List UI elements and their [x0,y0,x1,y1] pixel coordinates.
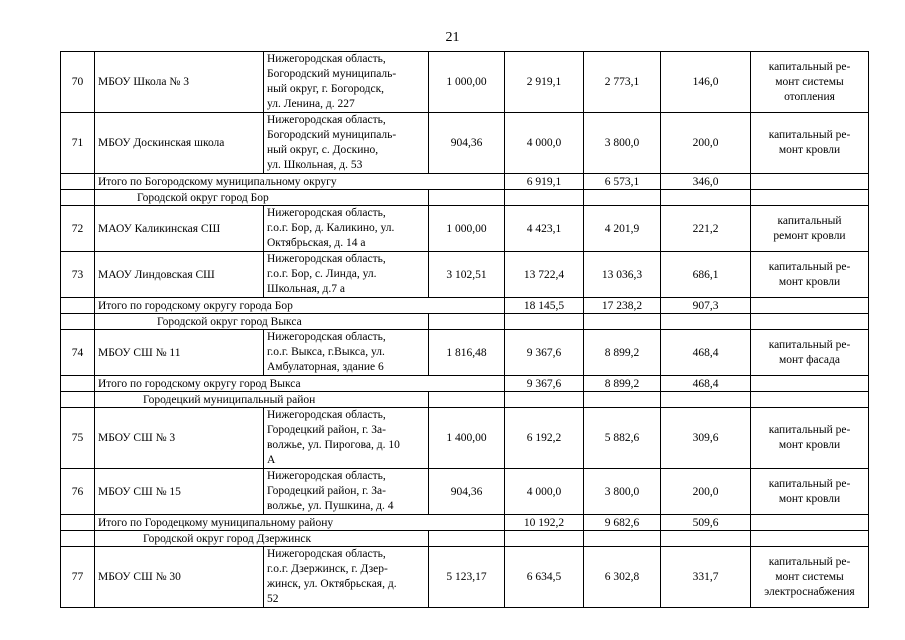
school-name: МАОУ Линдовская СШ [95,252,264,298]
text-line: капитальный ре- [768,477,851,490]
text-line: ул. Школьная, д. 53 [267,159,363,171]
table-body [61,52,869,608]
subtotal-spacer [61,515,95,531]
text-line: г.о.г. Дзержинск, г. Дзер- [267,563,388,575]
row-number: 70 [61,52,95,113]
group-empty [661,190,751,206]
group-header-row [61,314,869,330]
local-funds: 468,4 [661,330,751,376]
subtotal-empty [751,376,869,392]
text-line: волжье, ул. Пирогова, д. 10 [267,439,400,451]
total-cost: 13 722,4 [505,252,584,298]
regional-funds: 4 201,9 [584,206,661,252]
group-empty [751,190,869,206]
regional-funds: 13 036,3 [584,252,661,298]
group-empty [751,531,869,547]
subtotal-empty [751,174,869,190]
text-line: монт системы [775,570,844,583]
text-line: Нижегородская область, [267,409,386,421]
group-label: Городской округ город Бор [95,190,429,206]
text-line: Школьная, д.7 а [267,283,345,295]
text-line: Нижегородская область, [267,253,386,265]
school-address [264,469,429,515]
subtotal-spacer [61,298,95,314]
group-spacer [61,531,95,547]
text-line: ул. Ленина, д. 227 [267,98,355,110]
group-label: Городецкий муниципальный район [95,392,429,408]
table-row [61,252,869,298]
group-header-row [61,190,869,206]
text-line: волжье, ул. Пушкина, д. 4 [267,500,394,512]
text-line: Нижегородская область, [267,114,386,126]
table-row [61,206,869,252]
text-line: капитальный ре- [768,260,851,273]
area-value: 904,36 [429,113,505,174]
area-value: 3 102,51 [429,252,505,298]
group-empty [429,531,505,547]
local-funds: 221,2 [661,206,751,252]
subtotal-local-funds: 346,0 [661,174,751,190]
text-line: монт кровли [778,275,841,288]
text-line: монт кровли [778,439,841,451]
table-row [61,113,869,174]
school-address [264,547,429,608]
area-value: 5 123,17 [429,547,505,608]
text-line: 52 [267,593,279,605]
group-empty [751,392,869,408]
group-empty [505,190,584,206]
regional-funds: 5 882,6 [584,408,661,469]
total-cost: 9 367,6 [505,330,584,376]
row-number: 71 [61,113,95,174]
table-row [61,408,869,469]
subtotal-label: Итого по городскому округу города Бор [95,298,505,314]
local-funds: 309,6 [661,408,751,469]
group-label: Городской округ город Дзержинск [95,531,429,547]
text-line: Городецкий район, г. За- [267,485,386,497]
group-empty [751,314,869,330]
area-value: 1 400,00 [429,408,505,469]
regional-funds: 6 302,8 [584,547,661,608]
work-type [751,206,869,252]
regional-funds: 2 773,1 [584,52,661,113]
text-line: Нижегородская область, [267,53,386,65]
group-empty [429,190,505,206]
local-funds: 146,0 [661,52,751,113]
text-line: Нижегородская область, [267,548,386,560]
group-header-row [61,392,869,408]
group-empty [661,531,751,547]
row-number: 74 [61,330,95,376]
text-line: Городецкий район, г. За- [267,424,386,436]
work-type [751,408,869,469]
subtotal-regional-funds: 6 573,1 [584,174,661,190]
text-line: капитальный ре- [768,424,851,436]
text-line: Амбулаторная, здание 6 [267,361,384,373]
regional-funds: 3 800,0 [584,469,661,515]
schools-repair-table [60,51,869,608]
work-type [751,547,869,608]
group-empty [505,531,584,547]
school-name: МБОУ Доскинская школа [95,113,264,174]
subtotal-total-cost: 18 145,5 [505,298,584,314]
text-line: Богородский муниципаль- [267,129,397,141]
text-line: электроснабжения [764,585,855,598]
text-line: Нижегородская область, [267,207,386,219]
text-line: монт кровли [778,144,841,156]
area-value: 1 816,48 [429,330,505,376]
row-number: 73 [61,252,95,298]
text-line: жинск, ул. Октябрьская, д. [267,578,397,590]
row-number: 77 [61,547,95,608]
subtotal-label: Итого по городскому округу город Выкса [95,376,505,392]
local-funds: 686,1 [661,252,751,298]
subtotal-spacer [61,376,95,392]
work-type [751,252,869,298]
subtotal-total-cost: 10 192,2 [505,515,584,531]
area-value: 904,36 [429,469,505,515]
text-line: монт кровли [778,492,841,505]
table-row [61,469,869,515]
total-cost: 4 000,0 [505,113,584,174]
table-row [61,330,869,376]
text-line: капитальный ре- [768,555,851,568]
row-number: 75 [61,408,95,469]
page-number: 21 [445,30,460,45]
group-empty [584,392,661,408]
text-line: отопления [784,90,835,103]
group-spacer [61,314,95,330]
subtotal-spacer [61,174,95,190]
subtotal-row [61,174,869,190]
group-empty [584,531,661,547]
text-line: ный округ, г. Богородск, [267,83,385,95]
school-name: МБОУ СШ № 15 [95,469,264,515]
subtotal-row [61,515,869,531]
total-cost: 2 919,1 [505,52,584,113]
total-cost: 6 192,2 [505,408,584,469]
text-line: Нижегородская область, [267,331,386,343]
subtotal-local-funds: 509,6 [661,515,751,531]
subtotal-total-cost: 9 367,6 [505,376,584,392]
work-type [751,469,869,515]
school-address [264,408,429,469]
school-address [264,113,429,174]
group-empty [661,314,751,330]
row-number: 72 [61,206,95,252]
subtotal-local-funds: 907,3 [661,298,751,314]
work-type [751,52,869,113]
text-line: монт системы [775,75,844,88]
subtotal-empty [751,515,869,531]
school-name: МБОУ СШ № 3 [95,408,264,469]
table-row [61,52,869,113]
regional-funds: 3 800,0 [584,113,661,174]
group-empty [584,190,661,206]
subtotal-regional-funds: 8 899,2 [584,376,661,392]
group-empty [429,392,505,408]
text-line: г.о.г. Бор, д. Каликино, ул. [267,222,395,234]
total-cost: 4 000,0 [505,469,584,515]
group-empty [661,392,751,408]
text-line: Нижегородская область, [267,470,386,482]
local-funds: 200,0 [661,113,751,174]
text-line: капитальный ре- [768,129,851,141]
school-name: МАОУ Каликинская СШ [95,206,264,252]
school-name: МБОУ СШ № 30 [95,547,264,608]
text-line: ремонт кровли [773,229,846,242]
group-empty [429,314,505,330]
local-funds: 331,7 [661,547,751,608]
text-line: А [267,454,276,466]
work-type [751,113,869,174]
group-header-row [61,531,869,547]
school-address [264,330,429,376]
text-line: капитальный ре- [768,60,851,73]
subtotal-label: Итого по Богородскому муниципальному округу [95,174,505,190]
text-line: Богородский муниципаль- [267,68,397,80]
group-spacer [61,190,95,206]
school-address [264,252,429,298]
school-name: МБОУ Школа № 3 [95,52,264,113]
total-cost: 6 634,5 [505,547,584,608]
work-type [751,330,869,376]
text-line: г.о.г. Выкса, г.Выкса, ул. [267,346,385,358]
group-label: Городской округ город Выкса [95,314,429,330]
group-spacer [61,392,95,408]
text-line: ный округ, с. Доскино, [267,144,379,156]
group-empty [505,392,584,408]
area-value: 1 000,00 [429,206,505,252]
school-address [264,206,429,252]
subtotal-regional-funds: 17 238,2 [584,298,661,314]
subtotal-local-funds: 468,4 [661,376,751,392]
regional-funds: 8 899,2 [584,330,661,376]
table-row [61,547,869,608]
subtotal-row [61,298,869,314]
school-name: МБОУ СШ № 11 [95,330,264,376]
total-cost: 4 423,1 [505,206,584,252]
local-funds: 200,0 [661,469,751,515]
text-line: капитальный [777,214,842,227]
text-line: Октябрьская, д. 14 а [267,237,366,249]
text-line: монт фасада [779,353,840,366]
subtotal-label: Итого по Городецкому муниципальному району [95,515,505,531]
text-line: капитальный ре- [768,338,851,351]
subtotal-regional-funds: 9 682,6 [584,515,661,531]
area-value: 1 000,00 [429,52,505,113]
group-empty [584,314,661,330]
subtotal-row [61,376,869,392]
subtotal-total-cost: 6 919,1 [505,174,584,190]
group-empty [505,314,584,330]
school-address [264,52,429,113]
row-number: 76 [61,469,95,515]
text-line: г.о.г. Бор, с. Линда, ул. [267,268,377,280]
subtotal-empty [751,298,869,314]
